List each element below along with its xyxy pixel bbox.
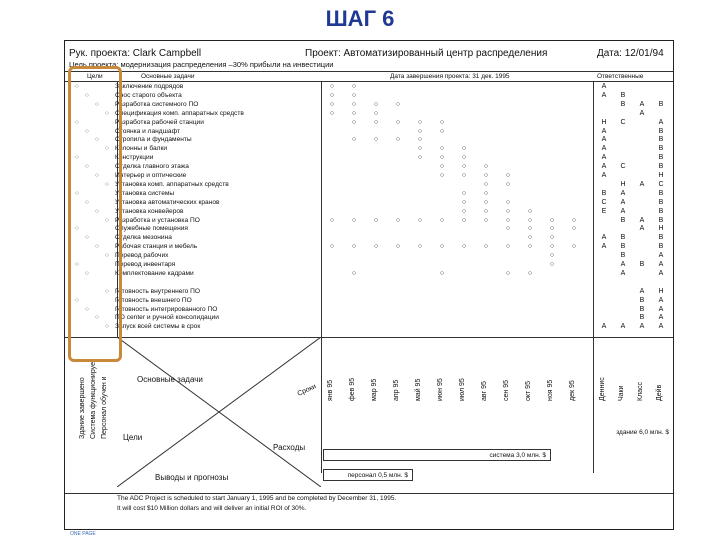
page-title: ШАГ 6 (325, 6, 395, 31)
task-name: Отделка мезонина (115, 234, 172, 242)
building-budget: здание 6,0 млн. $ (616, 429, 669, 436)
timeline-marker: ○ (505, 243, 511, 251)
responsible-marker: В (620, 100, 626, 108)
timeline-marker: ○ (483, 207, 489, 215)
one-page-project-manager-sheet (64, 40, 674, 530)
task-name: Перевод рабочих (115, 252, 169, 260)
task-name: Перевод инвентаря (115, 261, 176, 268)
timeline-marker: ○ (329, 216, 335, 224)
timeline-divider (593, 81, 594, 473)
timeline-marker: ○ (549, 234, 555, 242)
month-label: окт 95 (525, 381, 532, 401)
project-manager: Рук. проекта: Clark Campbell (69, 48, 202, 59)
timeline-marker: ○ (549, 225, 555, 233)
timeline-marker: ○ (439, 145, 445, 153)
goal-marker: ○ (85, 91, 89, 99)
timeline-marker: ○ (483, 172, 489, 179)
timeline-marker: ○ (417, 145, 423, 153)
goal-marker: ○ (105, 287, 109, 295)
responsible-marker: А (639, 225, 645, 233)
goal-marker: ○ (95, 136, 99, 144)
timeline-marker: ○ (373, 243, 379, 251)
timeline-marker: ○ (527, 225, 533, 233)
completion-header: Дата завершения проекта: 31 дек. 1995 (390, 73, 510, 80)
responsible-marker: А (601, 127, 607, 135)
responsible-marker: А (601, 145, 607, 153)
responsible-marker: А (658, 269, 664, 277)
responsible-marker: С (620, 118, 626, 126)
person-label: Класс (637, 381, 644, 401)
responsible-marker: А (620, 269, 626, 277)
goal-marker: ○ (85, 269, 89, 277)
goal-marker: ○ (85, 305, 89, 313)
one-page-logo: ONE PAGE (70, 531, 96, 537)
summary-note-2: It will cost $10 Million dollars and will deliver an initial ROI of 30%. (117, 505, 307, 512)
x-matrix-goals: Цели (123, 433, 143, 442)
goal-marker: ○ (105, 252, 109, 260)
month-label: май 95 (415, 378, 422, 401)
responsible-marker: А (658, 252, 664, 260)
responsible-marker: В (658, 136, 664, 144)
responsible-marker: В (658, 216, 664, 224)
timeline-marker: ○ (549, 261, 555, 268)
timeline-marker: ○ (395, 136, 401, 144)
timeline-marker: ○ (417, 127, 423, 135)
timeline-marker: ○ (483, 198, 489, 206)
responsible-marker: А (601, 163, 607, 171)
goal-marker: ○ (95, 314, 99, 322)
responsible-marker: А (601, 323, 607, 331)
responsible-marker: В (620, 243, 626, 251)
responsible-marker: В (639, 314, 645, 322)
task-name: Разработка и установка ПО (115, 216, 200, 224)
staff-budget: персонал 0,5 млн. $ (323, 469, 413, 481)
responsible-marker: А (639, 180, 645, 188)
task-name: Разработка рабочей станции (115, 118, 204, 126)
responsible-marker: А (658, 296, 664, 304)
timeline-marker: ○ (439, 118, 445, 126)
responsible-marker: А (658, 305, 664, 313)
task-name: Служебные помещения (115, 225, 188, 233)
task-name: Спецификация комп. аппаратных средств (115, 109, 244, 117)
task-name: Стропила и фундаменты (115, 136, 192, 144)
responsible-marker: А (601, 83, 607, 90)
timeline-marker: ○ (351, 243, 357, 251)
goal-marker: ○ (105, 180, 109, 188)
month-label: фев 95 (349, 377, 356, 401)
responsible-marker: Н (620, 180, 626, 188)
responsible-marker: А (620, 261, 626, 268)
responsible-marker: Н (658, 287, 664, 295)
goal-marker: ○ (85, 127, 89, 135)
responsible-marker: А (658, 314, 664, 322)
timeline-marker: ○ (373, 216, 379, 224)
x-matrix-main-tasks: Основные задачи (137, 375, 203, 384)
responsible-marker: А (639, 100, 645, 108)
timeline-marker: ○ (571, 243, 577, 251)
timeline-marker: ○ (395, 118, 401, 126)
timeline-marker: ○ (483, 180, 489, 188)
tasks-divider (321, 81, 322, 473)
goal-marker: ○ (95, 243, 99, 251)
timeline-marker: ○ (417, 136, 423, 144)
goal-marker: ○ (75, 154, 79, 162)
task-name: Установка конвейеров (115, 207, 184, 215)
timeline-marker: ○ (505, 216, 511, 224)
responsible-marker: А (601, 243, 607, 251)
month-label: сен 95 (503, 380, 510, 401)
x-matrix-outputs: Выводы и прогнозы (155, 473, 229, 482)
notes-rule (65, 493, 674, 494)
timeline-marker: ○ (439, 269, 445, 277)
responsible-marker: Н (658, 225, 664, 233)
timeline-marker: ○ (439, 216, 445, 224)
timeline-marker: ○ (439, 163, 445, 171)
responsible-marker: В (620, 91, 626, 99)
task-name: Установка комп. аппаратных средств (115, 180, 229, 188)
timeline-marker: ○ (483, 243, 489, 251)
responsible-marker: Н (658, 172, 664, 179)
goal-marker: ○ (105, 323, 109, 331)
main-tasks-column-header: Основные задачи (141, 73, 195, 80)
person-label: Деннис (599, 377, 606, 401)
timeline-marker: ○ (329, 91, 335, 99)
goal-marker: ○ (85, 198, 89, 206)
project-objective: Цель проекта: модернизация распределения –30% прибыли на инвестиции (69, 60, 334, 69)
goals-highlight-frame (68, 66, 122, 362)
timeline-marker: ○ (505, 225, 511, 233)
responsible-marker: А (620, 198, 626, 206)
task-name: Снос старого объекта (115, 91, 182, 99)
month-label: мар 95 (371, 378, 378, 401)
timeline-marker: ○ (395, 100, 401, 108)
responsible-marker: В (658, 100, 664, 108)
responsible-marker: В (639, 296, 645, 304)
timeline-marker: ○ (439, 172, 445, 179)
task-name: Рабочая станция и мебель (115, 243, 198, 251)
x-matrix-costs: Расходы (273, 443, 306, 452)
responsible-marker: А (601, 91, 607, 99)
x-matrix-timeline: Сроки (296, 383, 318, 398)
goal-marker: ○ (75, 261, 79, 268)
timeline-marker: ○ (461, 172, 467, 179)
timeline-marker: ○ (549, 243, 555, 251)
responsible-marker: Е (601, 207, 607, 215)
timeline-marker: ○ (351, 109, 357, 117)
task-name: Готовность интегрированного ПО (115, 305, 218, 313)
timeline-marker: ○ (417, 216, 423, 224)
responsible-marker: В (639, 305, 645, 313)
responsible-marker: А (601, 234, 607, 242)
timeline-marker: ○ (461, 243, 467, 251)
table-top-rule (65, 81, 674, 82)
responsible-marker: А (639, 287, 645, 295)
timeline-marker: ○ (527, 269, 533, 277)
task-name: Интерьер и оптические (115, 172, 187, 179)
month-label: дек 95 (569, 380, 576, 401)
responsible-marker: А (601, 136, 607, 144)
responsible-marker: А (601, 172, 607, 179)
responsible-marker: А (601, 154, 607, 162)
month-label: июл 95 (459, 378, 466, 401)
timeline-marker: ○ (417, 118, 423, 126)
timeline-marker: ○ (373, 136, 379, 144)
month-label: янв 95 (327, 379, 334, 401)
responsible-marker: А (620, 207, 626, 215)
responsible-marker: А (658, 323, 664, 331)
responsible-marker: В (658, 198, 664, 206)
timeline-marker: ○ (527, 243, 533, 251)
responsible-marker: В (620, 216, 626, 224)
responsible-marker: С (658, 180, 664, 188)
responsible-marker: В (601, 189, 607, 197)
person-label: Дейв (656, 384, 663, 401)
goal-marker: ○ (85, 234, 89, 242)
timeline-marker: ○ (439, 127, 445, 135)
timeline-marker: ○ (461, 207, 467, 215)
task-name: Конструкции (115, 154, 154, 162)
sheet-date: Дата: 12/01/94 (597, 48, 664, 59)
goal-marker: ○ (75, 118, 79, 126)
timeline-marker: ○ (417, 154, 423, 162)
timeline-marker: ○ (373, 109, 379, 117)
timeline-marker: ○ (505, 198, 511, 206)
timeline-marker: ○ (351, 269, 357, 277)
objective-system: Система функционирует (90, 359, 97, 439)
responsible-marker: В (658, 189, 664, 197)
responsible-marker: В (620, 252, 626, 260)
timeline-marker: ○ (461, 189, 467, 197)
responsible-marker: В (658, 234, 664, 242)
timeline-marker: ○ (549, 252, 555, 260)
goal-marker: ○ (75, 296, 79, 304)
objective-building: Здание завершено (79, 377, 86, 439)
task-name: Стоянка и ландшафт (115, 127, 180, 135)
responsible-marker: В (658, 145, 664, 153)
timeline-marker: ○ (527, 234, 533, 242)
responsible-marker: В (620, 234, 626, 242)
timeline-marker: ○ (461, 145, 467, 153)
timeline-marker: ○ (483, 163, 489, 171)
person-label: Чаки (618, 385, 625, 401)
objective-staff: Персонал обучен и (101, 376, 108, 439)
header-divider (65, 71, 674, 72)
responsible-marker: В (658, 207, 664, 215)
task-name: Отделка главного этажа (115, 163, 189, 171)
timeline-marker: ○ (505, 207, 511, 215)
goal-marker: ○ (95, 100, 99, 108)
goal-marker: ○ (75, 225, 79, 233)
timeline-marker: ○ (527, 216, 533, 224)
timeline-marker: ○ (483, 189, 489, 197)
task-name: Колонны и балки (115, 145, 168, 153)
goal-marker: ○ (105, 145, 109, 153)
timeline-marker: ○ (571, 216, 577, 224)
summary-note-1: The ADC Project is scheduled to start January 1, 1995 and be completed by December 31, 1995. (117, 495, 397, 502)
timeline-marker: ○ (351, 118, 357, 126)
goal-marker: ○ (95, 207, 99, 215)
task-name: Разработка системного ПО (115, 100, 199, 108)
task-name: Комплектование кадрами (115, 269, 194, 277)
task-name: Установка системы (115, 189, 175, 197)
goals-column-header: Цели (87, 73, 103, 80)
timeline-marker: ○ (461, 198, 467, 206)
responsible-marker: В (658, 127, 664, 135)
timeline-marker: ○ (417, 243, 423, 251)
task-name: Запуск всей системы в срок (115, 323, 201, 331)
timeline-marker: ○ (483, 216, 489, 224)
timeline-marker: ○ (505, 269, 511, 277)
timeline-marker: ○ (329, 100, 335, 108)
task-name: Установка автоматических кранов (115, 198, 220, 206)
timeline-marker: ○ (439, 243, 445, 251)
responsible-marker: В (658, 243, 664, 251)
goal-marker: ○ (95, 172, 99, 179)
responsible-marker: А (620, 189, 626, 197)
task-name: ПО center и ручной консолидации (115, 314, 219, 322)
timeline-marker: ○ (373, 100, 379, 108)
task-name: Заключение подрядов (115, 83, 184, 90)
x-matrix-diagram (117, 337, 321, 487)
timeline-marker: ○ (351, 100, 357, 108)
timeline-marker: ○ (373, 118, 379, 126)
responsible-marker: Н (601, 118, 607, 126)
responsible-marker: А (658, 261, 664, 268)
timeline-marker: ○ (461, 216, 467, 224)
timeline-marker: ○ (571, 225, 577, 233)
system-budget: система 3,0 млн. $ (323, 449, 551, 461)
month-label: ноя 95 (547, 379, 554, 401)
timeline-marker: ○ (461, 163, 467, 171)
timeline-marker: ○ (395, 216, 401, 224)
responsible-marker: А (620, 323, 626, 331)
task-name: Готовность внутреннего ПО (115, 287, 201, 295)
responsible-marker: В (639, 261, 645, 268)
responsible-marker: В (658, 154, 664, 162)
goal-marker: ○ (105, 216, 109, 224)
timeline-marker: ○ (505, 172, 511, 179)
timeline-marker: ○ (329, 109, 335, 117)
month-label: авг 95 (481, 381, 488, 401)
task-name: Готовность внешнего ПО (115, 296, 192, 304)
timeline-marker: ○ (549, 216, 555, 224)
goal-marker: ○ (75, 189, 79, 197)
timeline-marker: ○ (505, 180, 511, 188)
timeline-marker: ○ (329, 243, 335, 251)
timeline-marker: ○ (351, 136, 357, 144)
month-label: апр 95 (393, 379, 400, 401)
responsible-marker: С (620, 163, 626, 171)
timeline-marker: ○ (351, 91, 357, 99)
goal-marker: ○ (85, 163, 89, 171)
responsible-header: Ответственные (597, 73, 644, 80)
timeline-marker: ○ (351, 83, 357, 90)
responsible-marker: А (658, 118, 664, 126)
responsible-marker: А (639, 323, 645, 331)
timeline-marker: ○ (395, 243, 401, 251)
goal-marker: ○ (75, 83, 79, 90)
responsible-marker: В (658, 163, 664, 171)
month-label: июн 95 (437, 378, 444, 401)
project-name: Проект: Автоматизированный центр распределения (305, 48, 548, 59)
responsible-marker: А (639, 109, 645, 117)
goal-marker: ○ (105, 109, 109, 117)
timeline-marker: ○ (329, 83, 335, 90)
responsible-marker: А (639, 216, 645, 224)
responsible-marker: С (601, 198, 607, 206)
timeline-marker: ○ (351, 216, 357, 224)
timeline-marker: ○ (527, 207, 533, 215)
timeline-marker: ○ (461, 154, 467, 162)
timeline-marker: ○ (439, 154, 445, 162)
